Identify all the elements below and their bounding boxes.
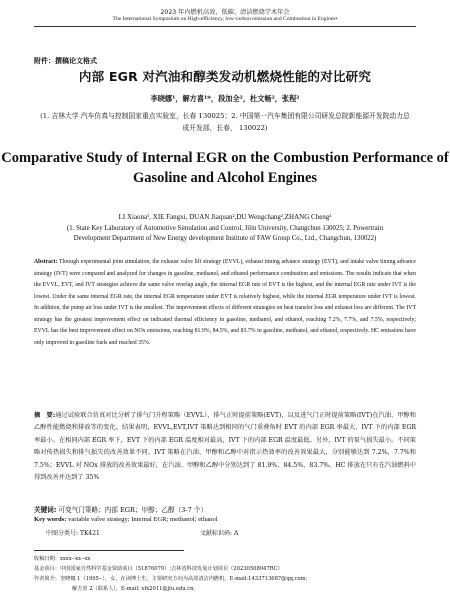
classification-value: TK421 [78,530,100,537]
symposium-title-en: The International Symposium on High-efficiency, low-carbon emission and Combustion in Engines• [112,16,338,22]
abstract-en-text: Through experimental joint simulation, the exhaust valve lift strategy (EVVL), exhaust timing advance strategy (EVT), and intake valve timing advance strategy (IVT) were compared and analyzed for changes in gasoline, methanol, and ethanol performance combustion and emissions. The results indicate that when the EVVL, EVT, and IVT strategies achieve the same valve overlap angle, the internal EGR rate of EVT is the highest, and the internal EGR rate under IVT is the lowest. Under the same internal EGR rate, the internal EGR temperature under EVT is relatively highest, while the internal EGR temperature under IVT is lowest. In addition, the pump air loss under IVT is the smallest. The improvement effects of different strategies on heat transfer loss and exhaust loss are different. The IVT strategy has the greatest improvement effect on indicated thermal efficiency in gasoline, methanol, and ethanol, reaching 7.2%, 7.7%, and 7.5%, respectively; EVVL has the best improvement effect on NOx emissions, reaching 81.9%, 84.5%, and 83.7% in gasoline, methanol, and ethanol, respectively. HC emissions have only improved in gasoline fuels and reached 35%. [34,259,416,346]
footnote-received [34,555,424,565]
abstract-en [34,257,416,349]
document-code [200,528,238,537]
keywords-en-text: variable valve strategy; Internal EGR; methanol; ethanol [66,516,218,523]
authors-cn: 李晓娜¹，解方喜¹*，段加全²，杜文畅²，张程² [150,94,300,103]
classification-label: 中图分类号: [46,530,79,537]
document-code-label: 文献标识码: [200,530,233,537]
keywords-cn-label: 关键词: [34,506,57,514]
footnote-text: 解方喜 2（联系人），E-mail: xfx2011@jlu.edu.cn。 [72,586,199,592]
abstract-cn-text: 通过试验联合仿真对比分析了排气门升程策略（EVVL），排气正时提前策略(EVT)，以及进气门正时提前策略(IVT)在汽油、甲醇和乙醇性能燃烧和排放等的变化。结果表明，EVVL,EVT,IVT 策略达到相同的气门重叠角时 EVT 的内部 EGR 率最大，IVT 下的内部 EGR 率最小。在相同内部 EGR 率下，EVT 下的内部 EGR 温度相对最高，IVT 下的内部 EGR 温度最低。另外，IVT 的泵气损失最小。不同策略对传热损失和排气损失的改善效果不同。IVT 策略在汽油、甲醇和乙醇中对指示热效率的改善效果最大，分别能够达到 7.2%，7.7%和 7.5%；EVVL 对 NOx 排放的改善效果最好，在汽油、甲醇和乙醇中分别达到了 81.9%，84.5%，83.7%。HC 排放在只有在汽油燃料中得到改善并达到了 35% [34,412,416,482]
abstract-en-label: Abstract: [34,259,58,265]
document-code-value: A [232,530,239,537]
paper-title-en: Comparative Study of Internal EGR on the Combustion Performance of Gasoline and Alcohol Engines [1,150,449,186]
abstract-cn-label: 摘 要: [34,412,56,419]
attachment-label: 附件：撰稿论文格式 [34,57,97,65]
header-divider [34,26,416,27]
keywords-cn-text: 可变气门策略；内部 EGR；甲醇；乙醇（3-7 个） [56,506,208,514]
footnote-label: 收稿日期： [34,556,60,562]
affiliation-en: (1. State Key Laboratory of Automotive Simulation and Control, Jilin University, Changchun 130025; 2. Powertrain Development Department of New Energy development Institute of FAW Group Co., Ltd., Changchun, 130022) [67,225,383,242]
paper-title-cn: 内部 EGR 对汽油和醇类发动机燃烧性能的对比研究 [78,69,372,84]
keywords-en-label: Key words: [34,516,67,523]
keywords-cn [34,504,416,514]
footnote-text: 李晓娜 1（1995--），女，在读博士生，主要研究方向为高效清洁内燃机，E-mail:1433713687@qq.com; [59,576,308,582]
footnote-author-bio [34,575,424,585]
symposium-title-cn: 2023 年内燃机高效、低碳、清洁燃烧学术年会 [160,9,290,16]
authors-en: LI Xiaona¹, XIE Fangxi, DUAN Jiaquan²,DU Wengchang²,ZHANG Cheng² [118,213,332,221]
footnote-funding [34,565,424,575]
footnote-divider [34,550,184,551]
classification-number [46,528,100,537]
footnote-label: 作者简介： [34,576,60,582]
keywords-en [34,516,416,523]
abstract-cn [34,410,416,484]
footnote-label: 基金项目： [34,566,60,572]
affiliation-cn: (1. 吉林大学 汽车仿真与控制国家重点实验室，长春 130025；2. 中国第一汽车集团有限公司研发总院新能源开发院动力总成开发部，长春， 130022) [40,112,410,132]
footnote-contact [72,585,422,595]
footnote-text: 中国国家自然科学基金资助项目（51876079）;吉林省科技发展计划项目（20230508047RC） [59,566,283,572]
footnote-text: xxxx--xx--xx [59,556,91,562]
